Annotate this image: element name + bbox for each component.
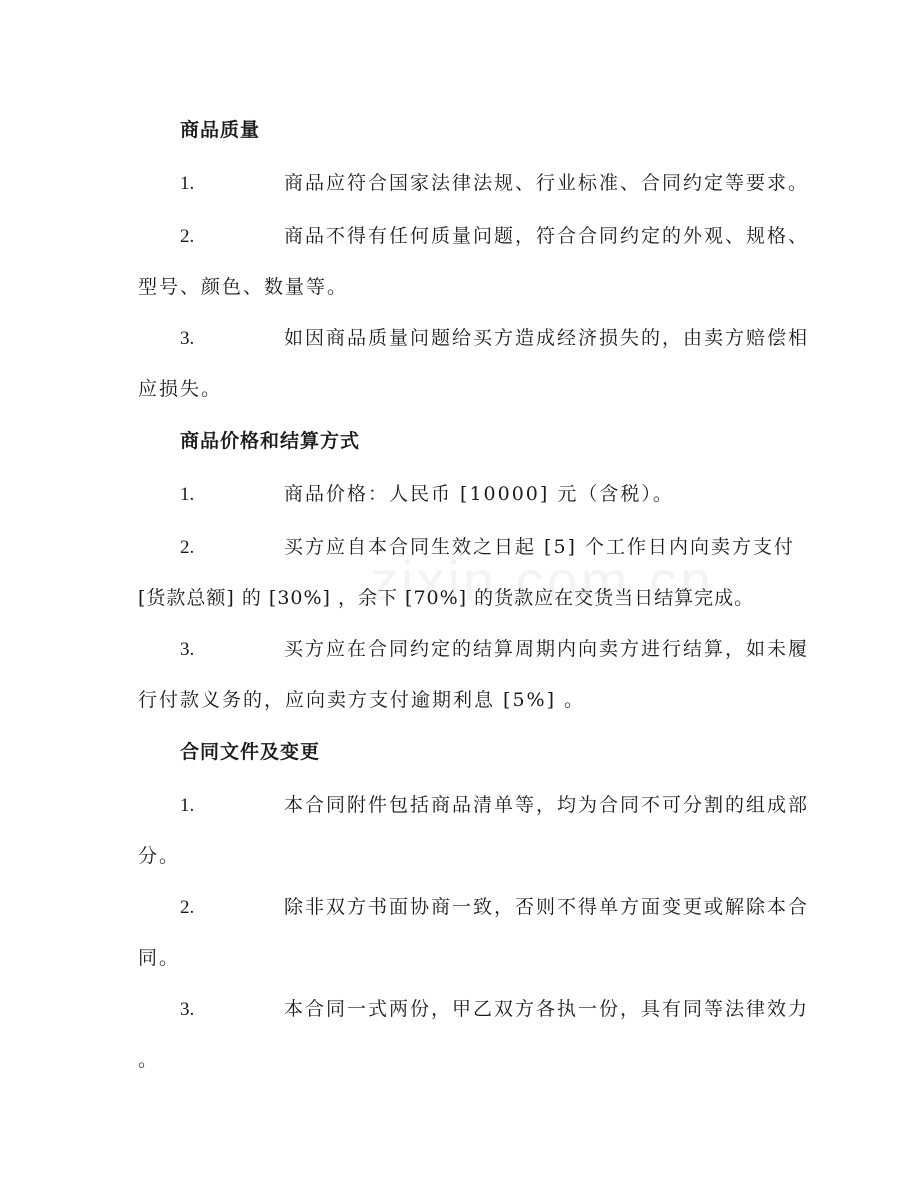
item-text: 买方应在合同约定的结算周期内向卖方进行结算，如未履 xyxy=(284,638,810,660)
item-text-continued: [货款总额] 的 [30%] ，余下 [70%] 的货款应在交货当日结算完成。 xyxy=(138,587,755,609)
watermark xyxy=(370,548,714,613)
item-text: 如因商品质量问题给买方造成经济损失的，由卖方赔偿相 xyxy=(284,327,810,349)
item-text-continued: 应损失。 xyxy=(138,378,223,400)
documents-item-2 xyxy=(138,882,810,984)
item-text: 买方应自本合同生效之日起 [5] 个工作日内向卖方支付 xyxy=(284,536,795,558)
item-text-continued: 。 xyxy=(138,1049,160,1071)
quality-item-2 xyxy=(138,211,810,313)
item-text-continued: 分。 xyxy=(138,845,181,867)
item-number: 3. xyxy=(180,328,195,349)
item-number: 1. xyxy=(180,484,195,505)
item-text-continued: 行付款义务的，应向卖方支付逾期利息 [5%] 。 xyxy=(138,689,586,711)
quality-item-1 xyxy=(138,158,810,209)
quality-item-3 xyxy=(138,313,810,415)
item-text: 商品应符合国家法律法规、行业标准、合同约定等要求。 xyxy=(284,172,810,194)
item-number: 3. xyxy=(180,999,195,1020)
section-heading-price: 商品价格和结算方式 xyxy=(180,430,361,452)
documents-item-3 xyxy=(138,984,810,1086)
item-number: 3. xyxy=(180,639,195,660)
section-heading-quality: 商品质量 xyxy=(180,119,261,141)
item-text: 除非双方书面协商一致，否则不得单方面变更或解除本合 xyxy=(284,896,810,918)
item-text: 本合同一式两份，甲乙双方各执一份，具有同等法律效力 xyxy=(284,998,810,1020)
item-number: 1. xyxy=(180,795,195,816)
item-number: 2. xyxy=(180,226,195,247)
item-text-continued: 同。 xyxy=(138,947,181,969)
item-text: 本合同附件包括商品清单等，均为合同不可分割的组成部 xyxy=(284,794,810,816)
item-text: 商品不得有任何质量问题，符合合同约定的外观、规格、 xyxy=(284,225,810,247)
item-text-continued: 型号、颜色、数量等。 xyxy=(138,276,349,298)
section-heading-documents: 合同文件及变更 xyxy=(180,741,321,763)
price-item-1 xyxy=(138,469,778,520)
item-number: 2. xyxy=(180,537,195,558)
price-item-3 xyxy=(138,624,810,726)
item-number: 2. xyxy=(180,897,195,918)
documents-item-1 xyxy=(138,780,810,882)
item-number: 1. xyxy=(180,173,195,194)
item-text: 商品价格：人民币 [10000] 元（含税）。 xyxy=(284,483,674,505)
